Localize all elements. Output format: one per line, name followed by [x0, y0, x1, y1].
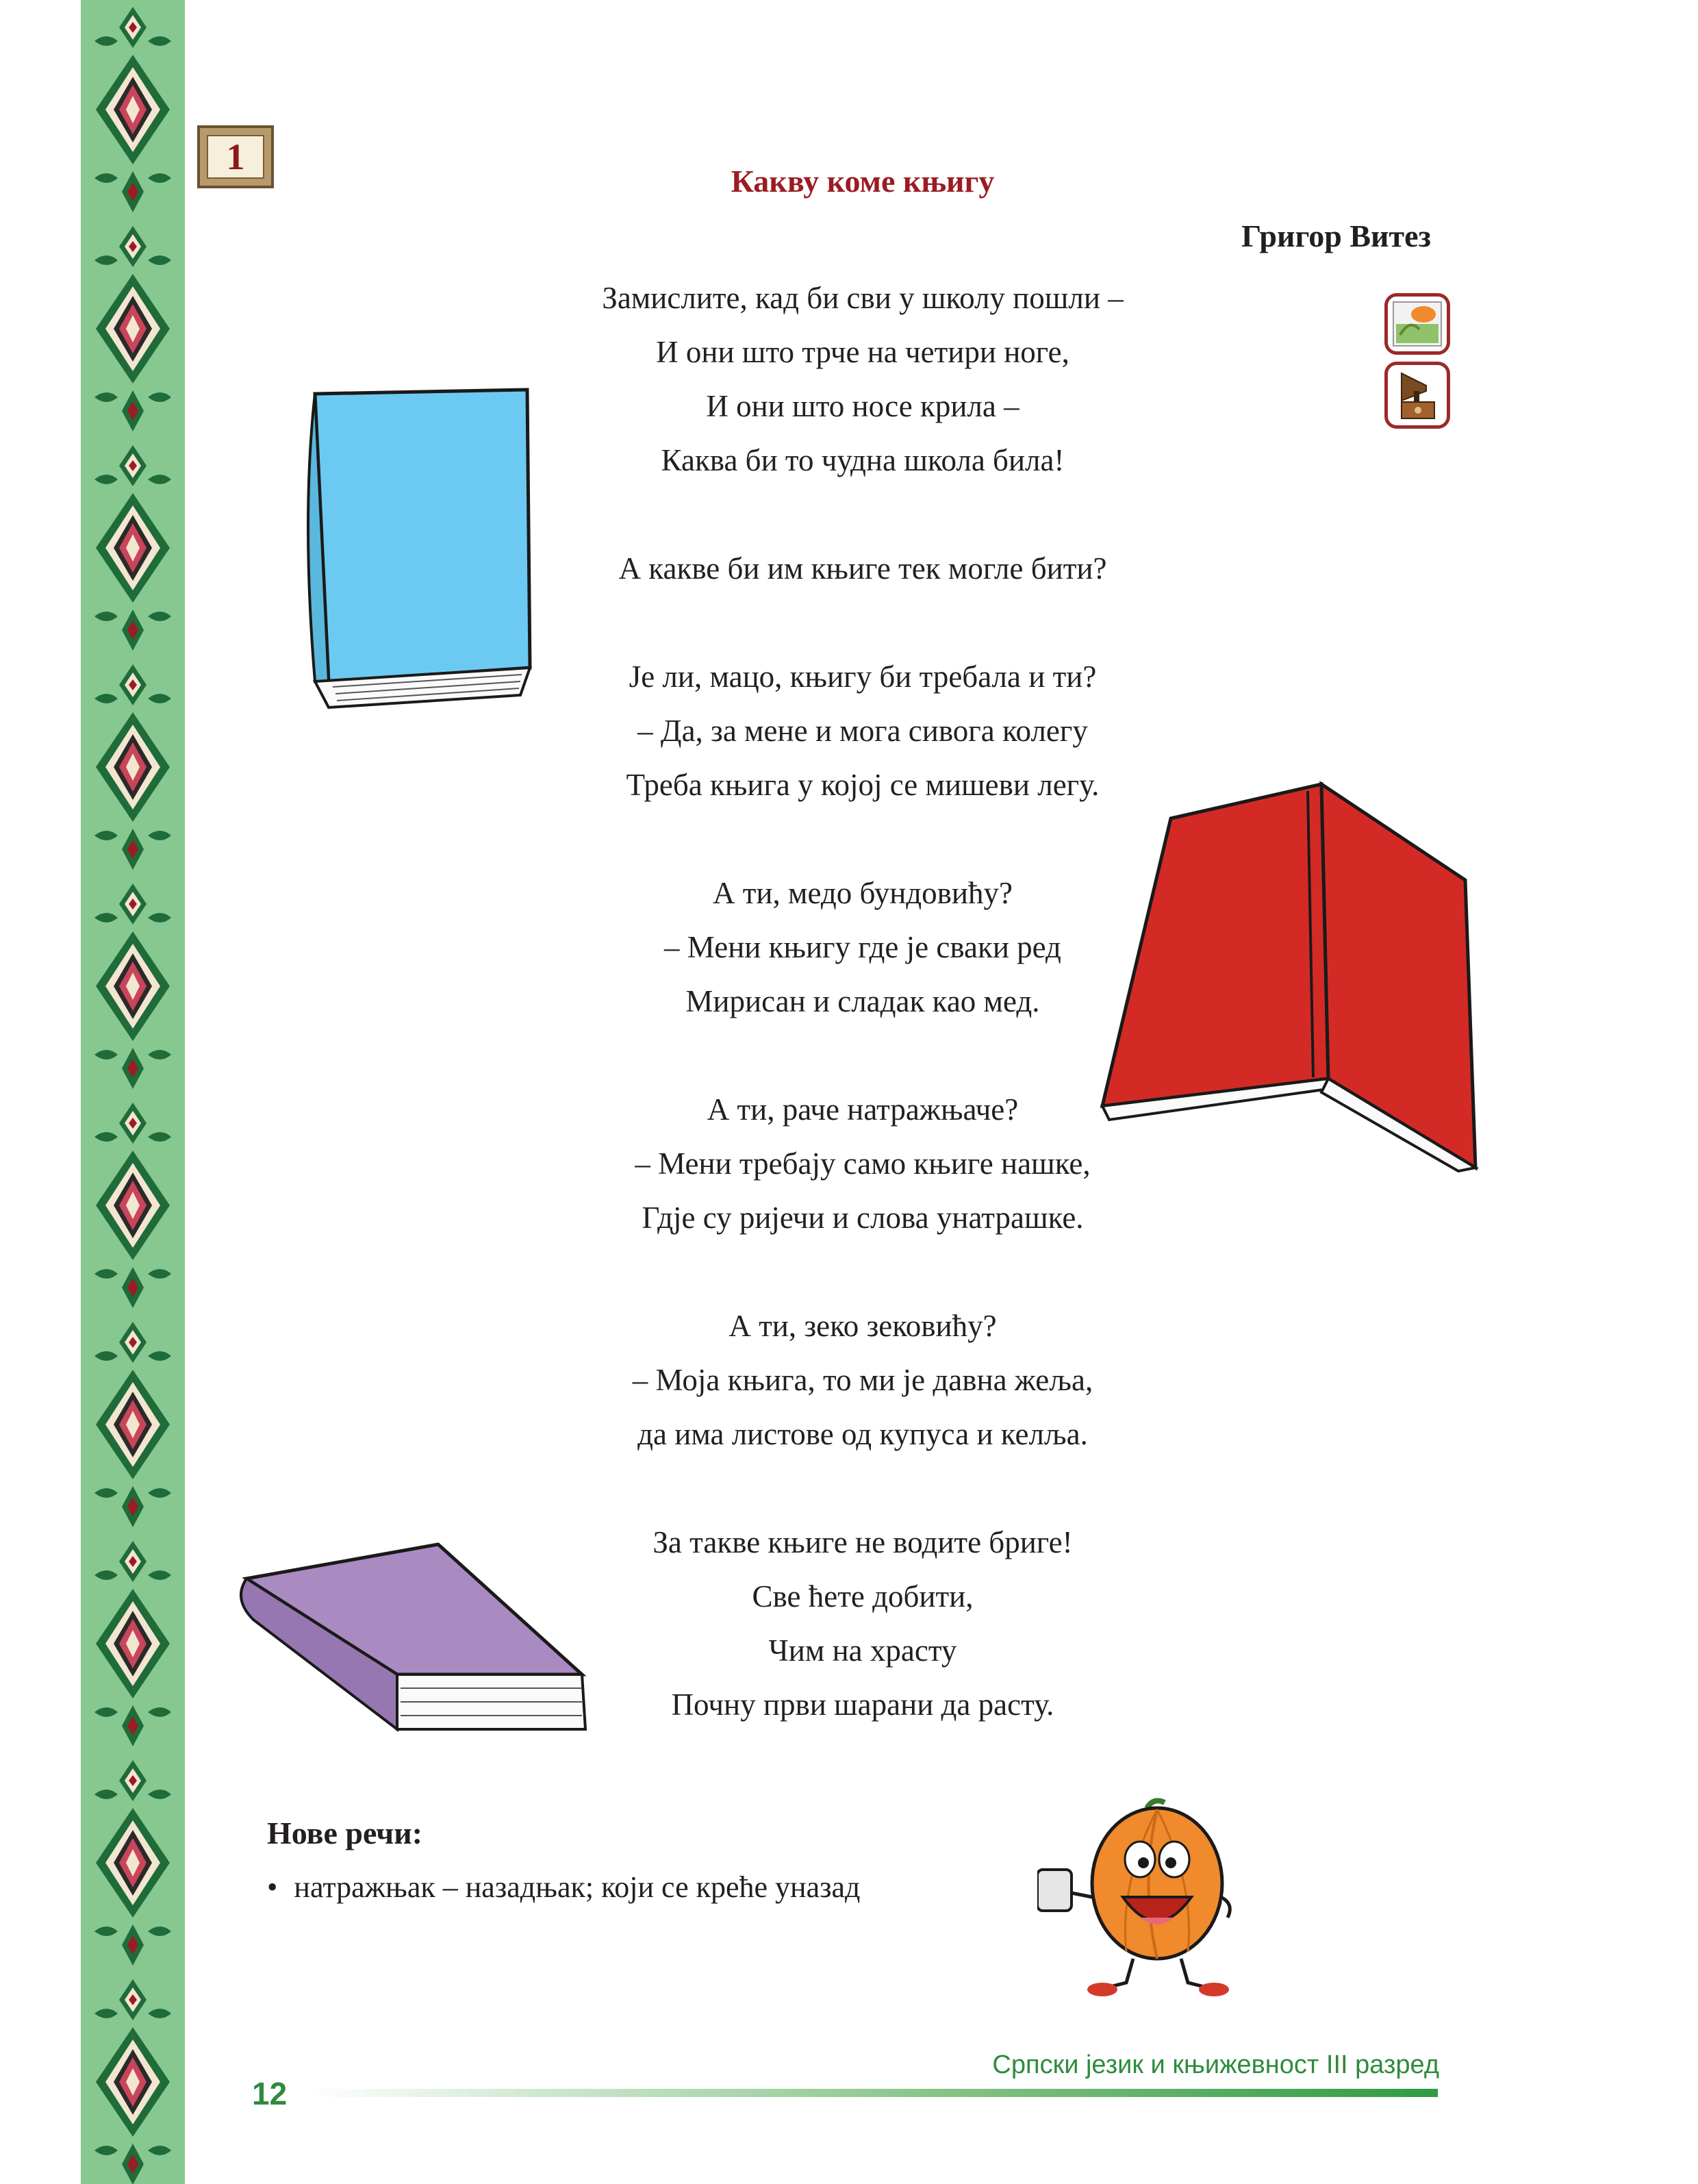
- poem-line: – Мени књигу где је сваки ред: [664, 930, 1061, 964]
- poem-line: А ти, зеко зековићу?: [728, 1309, 997, 1343]
- pumpkin-mascot-illustration: [1037, 1794, 1243, 2000]
- gramophone-icon-graphic: [1388, 365, 1447, 425]
- poem-line: Замислите, кад би сви у школу пошли –: [602, 281, 1124, 315]
- poem-line: Је ли, мацо, књигу би требала и ти?: [629, 660, 1097, 694]
- poem-title: Какву коме књигу: [731, 164, 995, 199]
- lesson-number: 1: [207, 135, 264, 179]
- new-words-list: [267, 1870, 860, 1905]
- gramophone-icon[interactable]: [1384, 362, 1450, 429]
- poem-line: Чим на храсту: [768, 1633, 957, 1668]
- poem-line: да има листове од купуса и келља.: [637, 1417, 1088, 1451]
- folk-pattern-icon: [81, 0, 185, 2184]
- stanza: [459, 271, 1267, 488]
- stanza: [459, 1299, 1267, 1461]
- decorative-border: [81, 0, 185, 2184]
- poem-line: Треба књига у којој се мишеви легу.: [626, 768, 1100, 802]
- poem-line: И они што трче на четири ноге,: [656, 335, 1069, 369]
- picture-icon[interactable]: [1384, 293, 1450, 355]
- red-book-illustration: [1095, 777, 1479, 1188]
- poem-line: А ти, раче натражњаче?: [707, 1092, 1019, 1127]
- blue-book-illustration: [294, 380, 541, 709]
- poem-line: Мирисан и сладак као мед.: [685, 984, 1040, 1018]
- book-title: Српски језик и књижевност III разред: [992, 2050, 1439, 2079]
- new-word-definition: натражњак – назадњак; који се креће уназад: [294, 1870, 861, 1904]
- page-number: 12: [252, 2076, 288, 2111]
- new-words-title: Нове речи:: [267, 1816, 423, 1850]
- poem-line: Каква би то чудна школа била!: [661, 443, 1065, 477]
- poem-line: Почну први шарани да расту.: [671, 1687, 1054, 1722]
- bullet: •: [267, 1870, 278, 1904]
- poem-line: – Мени требају само књиге нашке,: [635, 1146, 1091, 1181]
- poem-line: И они што носе крила –: [706, 389, 1019, 423]
- poem-line: – Да, за мене и мога сивога колегу: [637, 714, 1088, 748]
- purple-book-illustration: [233, 1537, 589, 1743]
- poem-line: – Моја књига, то ми је давна жеља,: [632, 1363, 1093, 1397]
- stanza: [459, 542, 1267, 596]
- poem-line: Гдје су ријечи и слова унатрашке.: [642, 1201, 1084, 1235]
- footer-divider: [308, 2089, 1438, 2097]
- poem-line: Све ћете добити,: [752, 1579, 974, 1614]
- poem-line: А какве би им књиге тек могле бити?: [618, 551, 1107, 586]
- picture-icon-graphic: [1388, 297, 1447, 351]
- poem-line: За такве књиге не водите бриге!: [652, 1525, 1073, 1559]
- poem-author: Григор Витез: [1241, 218, 1431, 253]
- poem-line: А ти, медо бундовићу?: [713, 876, 1013, 910]
- list-item: [267, 1870, 860, 1905]
